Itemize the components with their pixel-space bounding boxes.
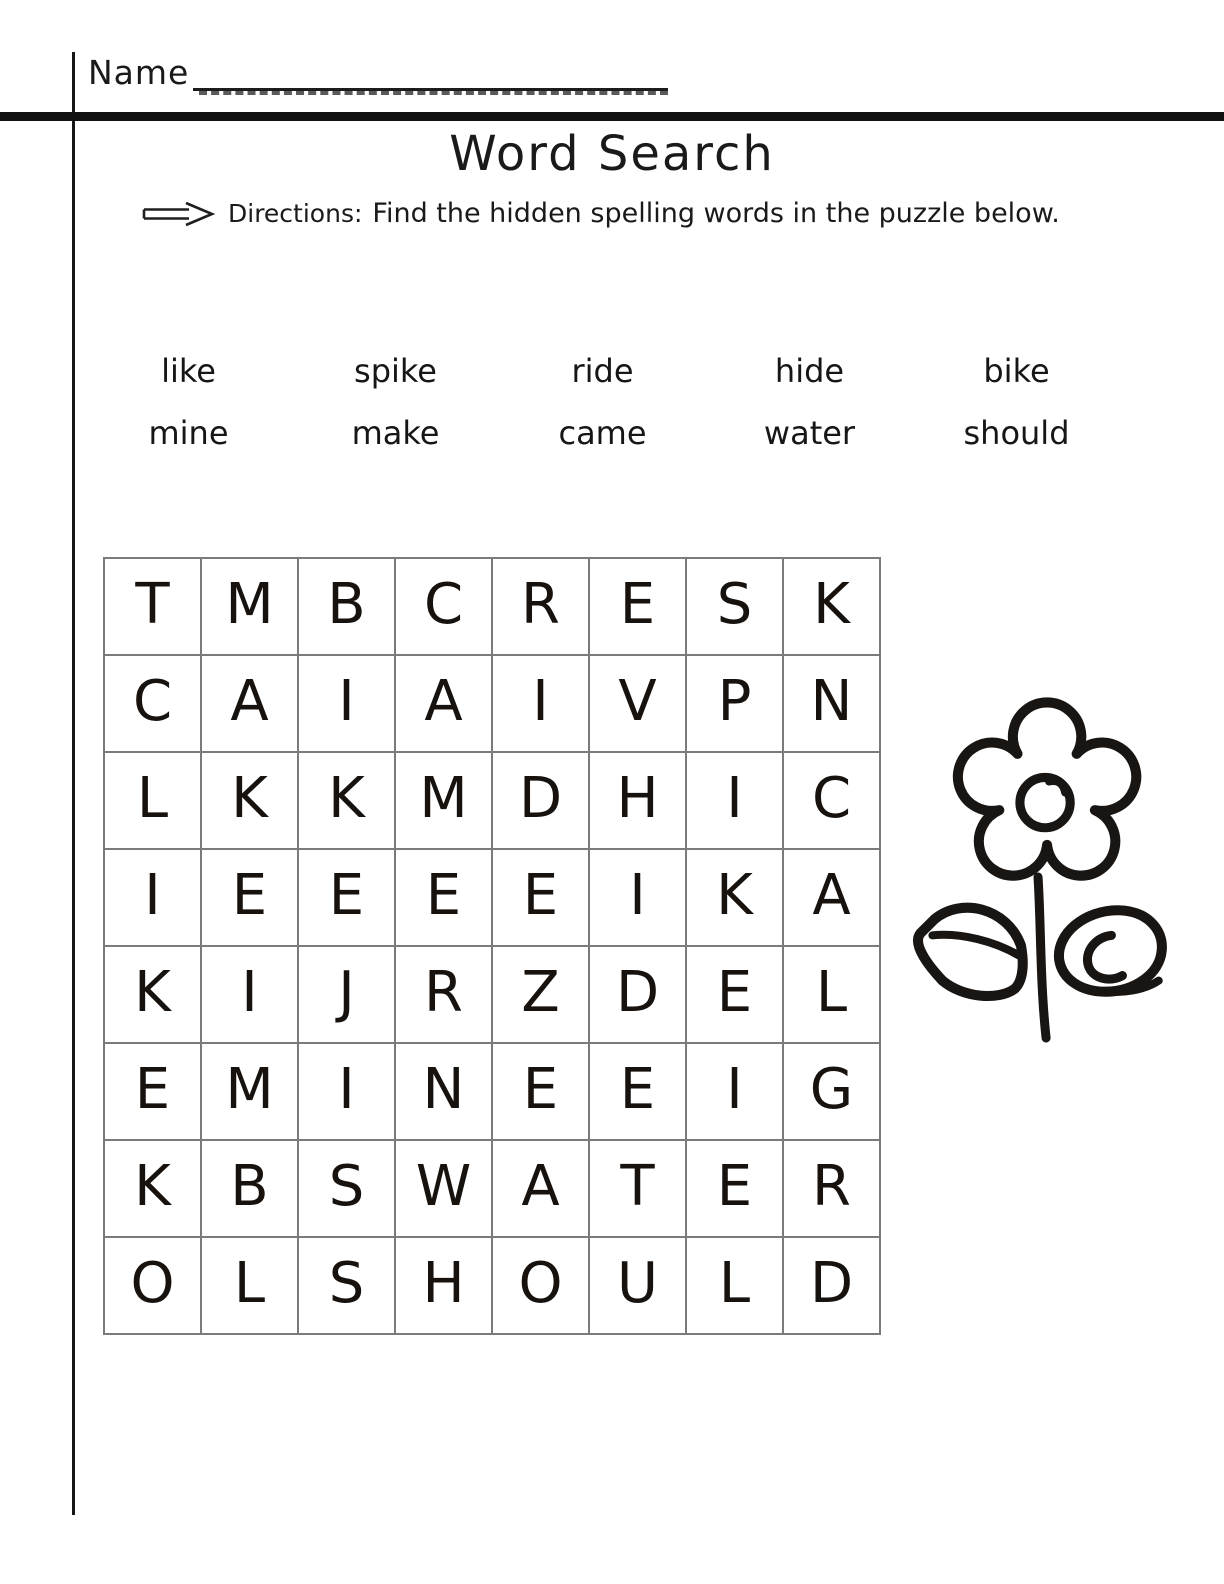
grid-cell: E xyxy=(105,1044,202,1141)
page-title: Word Search xyxy=(449,126,775,182)
grid-cell: A xyxy=(493,1141,590,1238)
grid-cell: L xyxy=(687,1238,784,1335)
grid-cell: E xyxy=(687,947,784,1044)
name-label: Name xyxy=(88,52,190,92)
grid-cell: R xyxy=(784,1141,881,1238)
word-list-item: bike xyxy=(983,352,1050,390)
grid-cell: R xyxy=(396,947,493,1044)
grid-cell: M xyxy=(396,753,493,850)
grid-cell: D xyxy=(493,753,590,850)
grid-cell: P xyxy=(687,656,784,753)
directions-text: Find the hidden spelling words in the puzzle below. xyxy=(372,198,1060,229)
grid-cell: I xyxy=(202,947,299,1044)
left-margin-rule xyxy=(72,52,75,1515)
word-search-grid xyxy=(103,557,881,1335)
grid-cell: R xyxy=(493,559,590,656)
directions-label: Directions: xyxy=(228,199,363,228)
grid-cell: Z xyxy=(493,947,590,1044)
word-list-item: came xyxy=(558,414,647,452)
grid-cell: A xyxy=(784,850,881,947)
word-list-item: mine xyxy=(148,414,229,452)
grid-cell: K xyxy=(105,1141,202,1238)
grid-cell: L xyxy=(105,753,202,850)
word-list-row-1 xyxy=(85,352,1120,390)
grid-cell: K xyxy=(687,850,784,947)
name-blank-dashes xyxy=(199,91,668,95)
grid-cell: E xyxy=(299,850,396,947)
grid-cell: D xyxy=(784,1238,881,1335)
grid-cell: N xyxy=(396,1044,493,1141)
grid-cell: K xyxy=(784,559,881,656)
grid-cell: I xyxy=(105,850,202,947)
grid-cell: U xyxy=(590,1238,687,1335)
word-list-item: water xyxy=(763,414,856,452)
grid-cell: K xyxy=(105,947,202,1044)
grid-cell: W xyxy=(396,1141,493,1238)
grid-cell: K xyxy=(299,753,396,850)
flower-doodle-icon xyxy=(898,696,1170,1048)
grid-cell: L xyxy=(202,1238,299,1335)
grid-cell: M xyxy=(202,1044,299,1141)
grid-cell: A xyxy=(396,656,493,753)
grid-cell: T xyxy=(590,1141,687,1238)
grid-cell: S xyxy=(299,1238,396,1335)
grid-cell: H xyxy=(396,1238,493,1335)
grid-cell: A xyxy=(202,656,299,753)
grid-cell: E xyxy=(493,1044,590,1141)
grid-cell: O xyxy=(493,1238,590,1335)
grid-cell: S xyxy=(299,1141,396,1238)
name-field-row xyxy=(88,50,668,91)
grid-cell: E xyxy=(493,850,590,947)
grid-cell: E xyxy=(687,1141,784,1238)
grid-cell: C xyxy=(784,753,881,850)
name-blank-line xyxy=(193,50,668,91)
word-list-item: should xyxy=(963,414,1070,452)
grid-cell: I xyxy=(687,753,784,850)
word-list-item: make xyxy=(351,414,440,452)
grid-cell: G xyxy=(784,1044,881,1141)
grid-cell: D xyxy=(590,947,687,1044)
right-arrow-icon xyxy=(140,199,218,229)
grid-cell: O xyxy=(105,1238,202,1335)
grid-cell: H xyxy=(590,753,687,850)
grid-cell: B xyxy=(202,1141,299,1238)
grid-cell: E xyxy=(396,850,493,947)
word-list-item: ride xyxy=(571,352,634,390)
grid-cell: I xyxy=(687,1044,784,1141)
grid-cell: I xyxy=(590,850,687,947)
grid-cell: N xyxy=(784,656,881,753)
grid-cell: C xyxy=(105,656,202,753)
grid-cell: E xyxy=(590,559,687,656)
directions-row xyxy=(140,198,1060,229)
grid-cell: M xyxy=(202,559,299,656)
header-divider-rule xyxy=(0,112,1224,121)
word-list-item: like xyxy=(161,352,216,390)
grid-cell: I xyxy=(299,656,396,753)
grid-cell: K xyxy=(202,753,299,850)
word-list-item: spike xyxy=(354,352,437,390)
grid-cell: V xyxy=(590,656,687,753)
grid-cell: J xyxy=(299,947,396,1044)
grid-cell: T xyxy=(105,559,202,656)
word-list-row-2 xyxy=(85,414,1120,452)
grid-cell: E xyxy=(202,850,299,947)
grid-cell: I xyxy=(299,1044,396,1141)
grid-cell: L xyxy=(784,947,881,1044)
grid-cell: E xyxy=(590,1044,687,1141)
grid-cell: S xyxy=(687,559,784,656)
word-list-item: hide xyxy=(774,352,845,390)
grid-cell: C xyxy=(396,559,493,656)
grid-cell: B xyxy=(299,559,396,656)
grid-cell: I xyxy=(493,656,590,753)
